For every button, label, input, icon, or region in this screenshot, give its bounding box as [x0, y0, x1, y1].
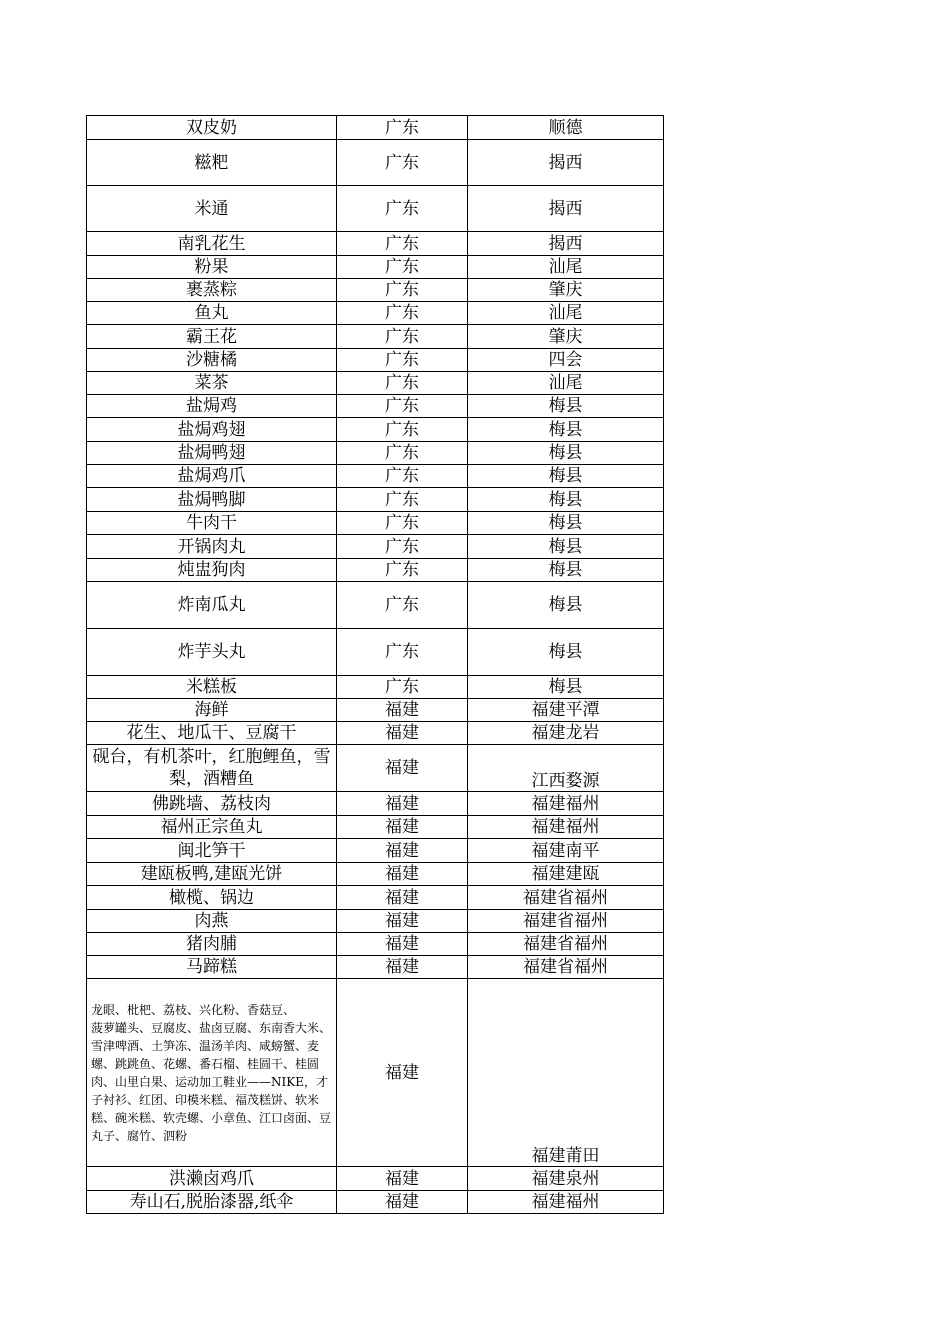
province-cell: 福建 [337, 956, 468, 979]
table-row [87, 1167, 664, 1191]
table-row [87, 232, 664, 256]
place-cell: 福建福州 [468, 816, 664, 839]
province-cell: 广东 [337, 442, 468, 465]
place-cell: 梅县 [468, 582, 664, 629]
province-cell: 广东 [337, 256, 468, 279]
province-cell: 福建 [337, 933, 468, 956]
product-cell: 盐焗鸡翅 [87, 418, 337, 442]
table-row [87, 535, 664, 559]
province-cell: 广东 [337, 465, 468, 488]
province-cell: 福建 [337, 699, 468, 722]
product-cell: 沙糖橘 [87, 349, 337, 372]
place-cell: 福建省福州 [468, 933, 664, 956]
place-cell: 梅县 [468, 395, 664, 418]
place-cell: 福建省福州 [468, 956, 664, 979]
province-cell: 福建 [337, 910, 468, 933]
product-cell: 菜茶 [87, 372, 337, 395]
table-row [87, 488, 664, 512]
province-cell: 广东 [337, 582, 468, 629]
table-row [87, 372, 664, 395]
product-cell: 糍粑 [87, 140, 337, 186]
table-row [87, 839, 664, 863]
place-cell: 福建省福州 [468, 910, 664, 933]
place-cell: 顺德 [468, 116, 664, 140]
place-cell: 梅县 [468, 629, 664, 676]
province-cell: 广东 [337, 512, 468, 535]
province-cell: 广东 [337, 325, 468, 349]
province-cell: 福建 [337, 745, 468, 792]
place-cell: 四会 [468, 349, 664, 372]
table-row [87, 886, 664, 910]
province-cell: 广东 [337, 372, 468, 395]
province-cell: 广东 [337, 186, 468, 232]
province-cell: 福建 [337, 816, 468, 839]
product-cell: 闽北笋干 [87, 839, 337, 863]
place-cell: 梅县 [468, 465, 664, 488]
product-cell: 霸王花 [87, 325, 337, 349]
product-cell: 盐焗鸭脚 [87, 488, 337, 512]
product-cell: 肉燕 [87, 910, 337, 933]
place-cell: 江西婺源 [468, 745, 664, 792]
table-row [87, 512, 664, 535]
place-cell: 福建泉州 [468, 1167, 664, 1191]
place-cell: 福建平潭 [468, 699, 664, 722]
product-cell: 寿山石,脱胎漆器,纸伞 [87, 1191, 337, 1214]
place-cell: 肇庆 [468, 325, 664, 349]
product-cell: 炸芋头丸 [87, 629, 337, 676]
province-cell: 福建 [337, 1167, 468, 1191]
table-row [87, 863, 664, 886]
product-cell: 马蹄糕 [87, 956, 337, 979]
place-cell: 梅县 [468, 418, 664, 442]
table-row [87, 116, 664, 140]
table-row [87, 302, 664, 325]
product-cell: 福州正宗鱼丸 [87, 816, 337, 839]
table-row [87, 745, 664, 792]
product-cell: 鱼丸 [87, 302, 337, 325]
place-cell: 梅县 [468, 512, 664, 535]
table-row [87, 325, 664, 349]
product-cell: 炖盅狗肉 [87, 559, 337, 582]
province-cell: 福建 [337, 1191, 468, 1214]
table-row [87, 582, 664, 629]
table-row [87, 979, 664, 1167]
table-row [87, 140, 664, 186]
place-cell: 揭西 [468, 232, 664, 256]
province-cell: 广东 [337, 279, 468, 302]
product-cell: 龙眼、枇杷、荔枝、兴化粉、香菇豆、 菠萝罐头、豆腐皮、盐卤豆腐、东南香大米、雪津啤酒、土笋冻、温汤羊肉、咸螃蟹、麦螺、跳跳鱼、花螺、番石榴、桂圆干、桂圆肉、山里白果、运动加工鞋业——NIKE，才子衬衫、红团、印模米糕、福茂糕饼、软米糕、碗米糕、软壳螺、小章鱼、江口卤面、豆丸子、腐竹、泗粉 [87, 979, 337, 1167]
table-row [87, 699, 664, 722]
product-cell: 花生、地瓜干、豆腐干 [87, 722, 337, 745]
table-row [87, 956, 664, 979]
table-row [87, 418, 664, 442]
place-cell: 揭西 [468, 186, 664, 232]
table-row [87, 442, 664, 465]
province-cell: 广东 [337, 676, 468, 699]
place-cell: 福建南平 [468, 839, 664, 863]
table-row [87, 395, 664, 418]
product-cell: 盐焗鸡 [87, 395, 337, 418]
province-cell: 福建 [337, 839, 468, 863]
product-cell: 佛跳墙、荔枝肉 [87, 792, 337, 816]
table-row [87, 186, 664, 232]
place-cell: 揭西 [468, 140, 664, 186]
table-row [87, 256, 664, 279]
table-row [87, 349, 664, 372]
province-cell: 广东 [337, 232, 468, 256]
table-row [87, 465, 664, 488]
product-cell: 炸南瓜丸 [87, 582, 337, 629]
place-cell: 福建省福州 [468, 886, 664, 910]
place-cell: 福建福州 [468, 792, 664, 816]
table-row [87, 792, 664, 816]
product-cell: 海鲜 [87, 699, 337, 722]
province-cell: 福建 [337, 979, 468, 1167]
table-row [87, 910, 664, 933]
table-row [87, 933, 664, 956]
product-cell: 米通 [87, 186, 337, 232]
province-cell: 广东 [337, 418, 468, 442]
table-row [87, 722, 664, 745]
province-cell: 广东 [337, 535, 468, 559]
place-cell: 梅县 [468, 442, 664, 465]
province-cell: 广东 [337, 395, 468, 418]
place-cell: 汕尾 [468, 256, 664, 279]
province-cell: 广东 [337, 629, 468, 676]
product-cell: 开锅肉丸 [87, 535, 337, 559]
place-cell: 梅县 [468, 535, 664, 559]
table-row [87, 1191, 664, 1214]
place-cell: 福建建瓯 [468, 863, 664, 886]
province-cell: 福建 [337, 792, 468, 816]
product-cell: 橄榄、锅边 [87, 886, 337, 910]
province-cell: 福建 [337, 886, 468, 910]
province-cell: 福建 [337, 722, 468, 745]
product-cell: 建瓯板鸭,建瓯光饼 [87, 863, 337, 886]
product-table [86, 115, 664, 1214]
place-cell: 汕尾 [468, 372, 664, 395]
table-row [87, 629, 664, 676]
product-cell: 砚台，有机茶叶，红胞鲤鱼，雪梨，酒糟鱼 [87, 745, 337, 792]
product-cell: 盐焗鸡爪 [87, 465, 337, 488]
product-cell: 猪肉脯 [87, 933, 337, 956]
table-row [87, 559, 664, 582]
province-cell: 广东 [337, 140, 468, 186]
place-cell: 福建福州 [468, 1191, 664, 1214]
place-cell: 福建莆田 [468, 979, 664, 1167]
place-cell: 汕尾 [468, 302, 664, 325]
table-row [87, 279, 664, 302]
place-cell: 梅县 [468, 559, 664, 582]
product-cell: 盐焗鸭翅 [87, 442, 337, 465]
place-cell: 肇庆 [468, 279, 664, 302]
place-cell: 福建龙岩 [468, 722, 664, 745]
product-cell: 洪濑卤鸡爪 [87, 1167, 337, 1191]
table-row [87, 676, 664, 699]
province-cell: 广东 [337, 116, 468, 140]
table-row [87, 816, 664, 839]
product-cell: 粉果 [87, 256, 337, 279]
province-cell: 广东 [337, 488, 468, 512]
product-cell: 南乳花生 [87, 232, 337, 256]
product-cell: 双皮奶 [87, 116, 337, 140]
province-cell: 广东 [337, 559, 468, 582]
place-cell: 梅县 [468, 488, 664, 512]
place-cell: 梅县 [468, 676, 664, 699]
province-cell: 广东 [337, 349, 468, 372]
province-cell: 广东 [337, 302, 468, 325]
product-cell: 裹蒸粽 [87, 279, 337, 302]
province-cell: 福建 [337, 863, 468, 886]
product-cell: 米糕板 [87, 676, 337, 699]
product-cell: 牛肉干 [87, 512, 337, 535]
